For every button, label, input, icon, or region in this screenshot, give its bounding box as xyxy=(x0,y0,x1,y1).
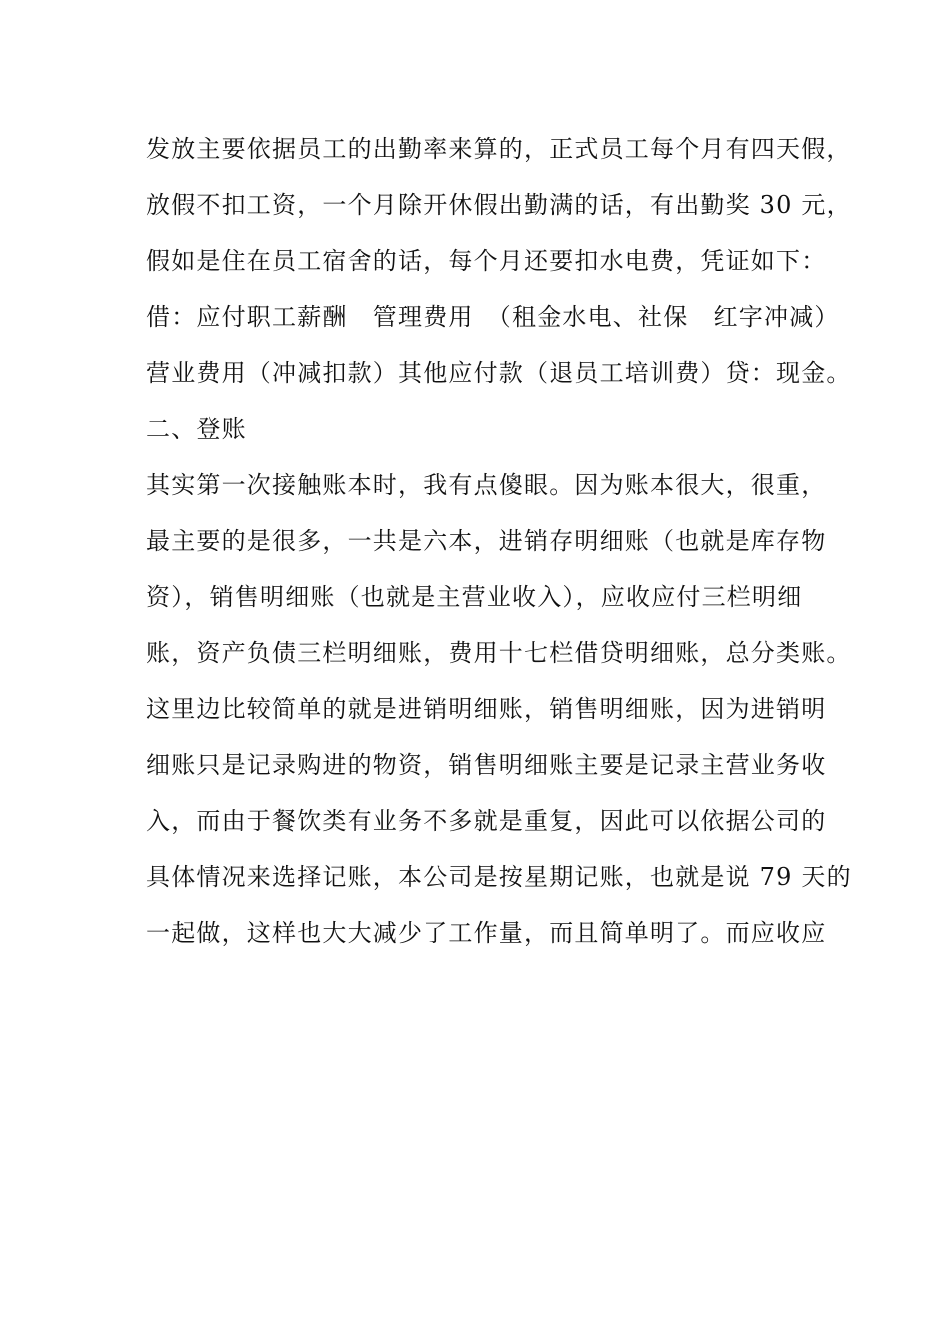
document-body xyxy=(146,128,852,968)
text-line: 放假不扣工资，一个月除开休假出勤满的话，有出勤奖 30 元， xyxy=(146,191,852,219)
text-line: 资），销售明细账（也就是主营业收入），应收应付三栏明细 xyxy=(146,583,803,611)
text-line: 最主要的是很多，一共是六本，进销存明细账（也就是库存物 xyxy=(146,527,827,555)
text-line: 其实第一次接触账本时，我有点傻眼。因为账本很大，很重， xyxy=(146,471,827,499)
text-line: 营业费用（冲减扣款）其他应付款（退员工培训费）贷：现金。 xyxy=(146,359,852,387)
text-line: 借：应付职工薪酬 管理费用 （租金水电、社保 红字冲减） xyxy=(146,303,840,331)
text-line: 发放主要依据员工的出勤率来算的，正式员工每个月有四天假， xyxy=(146,135,852,163)
text-line: 账，资产负债三栏明细账，费用十七栏借贷明细账，总分类账。 xyxy=(146,639,852,667)
text-line: 一起做，这样也大大减少了工作量，而且简单明了。而应收应 xyxy=(146,919,827,947)
section-heading: 二、登账 xyxy=(146,415,247,443)
text-line: 假如是住在员工宿舍的话，每个月还要扣水电费，凭证如下： xyxy=(146,247,827,275)
text-line: 这里边比较简单的就是进销明细账，销售明细账，因为进销明 xyxy=(146,695,827,723)
text-line: 细账只是记录购进的物资，销售明细账主要是记录主营业务收 xyxy=(146,751,827,779)
text-line: 具体情况来选择记账，本公司是按星期记账，也就是说 79 天的 xyxy=(146,863,852,891)
text-line: 入，而由于餐饮类有业务不多就是重复，因此可以依据公司的 xyxy=(146,807,827,835)
